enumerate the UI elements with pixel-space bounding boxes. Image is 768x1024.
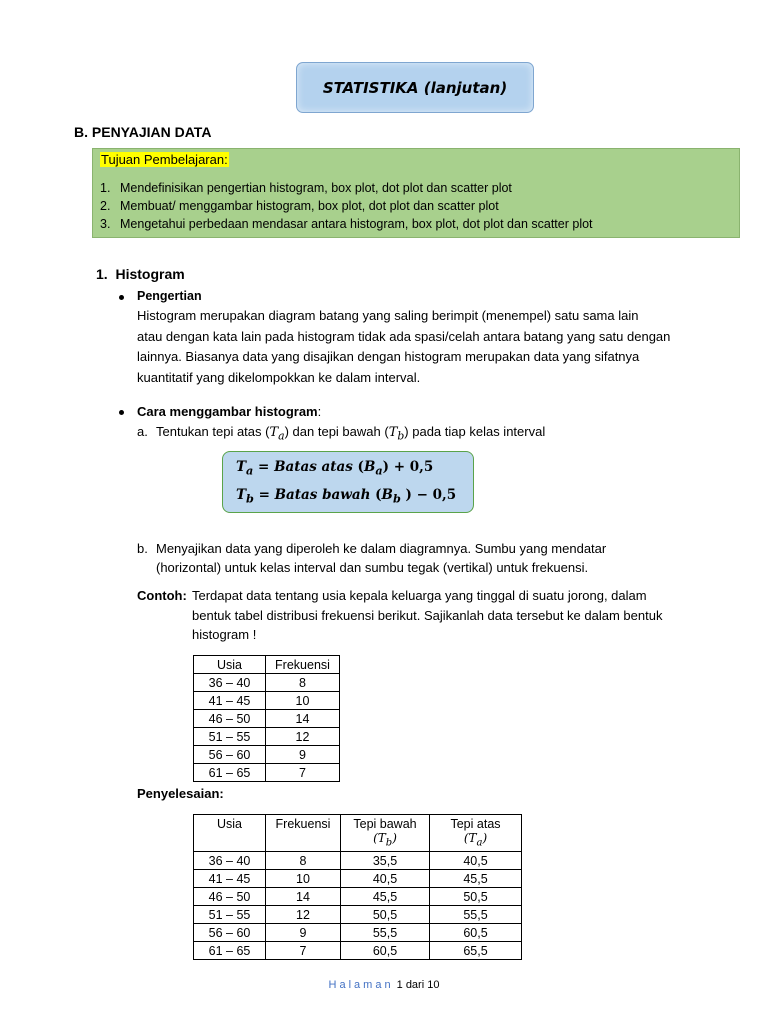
table-cell: 41 – 45 — [194, 870, 266, 888]
table-row — [194, 692, 340, 710]
objective-item: Membuat/ menggambar histogram, box plot, dot plot dan scatter plot — [120, 199, 499, 213]
table-cell: 41 – 45 — [194, 692, 266, 710]
table-header-row — [194, 656, 340, 674]
table-row — [194, 852, 522, 870]
step-b-letter: b. — [137, 541, 148, 556]
table-row — [194, 888, 522, 906]
penyelesaian-label: Penyelesaian: — [137, 786, 224, 801]
table-cell: 9 — [266, 924, 341, 942]
table-header-cell: Tepi atas $(T_a)$ — [430, 815, 522, 852]
table-cell: 40,5 — [341, 870, 430, 888]
bullet-icon — [119, 295, 124, 300]
table-cell: 65,5 — [430, 942, 522, 960]
objective-item: Mengetahui perbedaan mendasar antara histogram, box plot, dot plot dan scatter plot — [120, 217, 593, 231]
table-row — [194, 764, 340, 782]
table-cell: 61 – 65 — [194, 764, 266, 782]
table-cell: 14 — [266, 710, 340, 728]
table-cell: 56 – 60 — [194, 924, 266, 942]
table-row — [194, 728, 340, 746]
step-b-text: Menyajikan data yang diperoleh ke dalam diagramnya. Sumbu yang mendatar (horizontal) untuk kelas interval dan sumbu tegak (vertikal) untuk frekuensi. — [156, 541, 607, 575]
table-cell: 35,5 — [341, 852, 430, 870]
table-cell: 50,5 — [341, 906, 430, 924]
table-header-cell: Tepi bawah $(T_b)$ — [341, 815, 430, 852]
table-row — [194, 906, 522, 924]
table-cell: 51 – 55 — [194, 728, 266, 746]
table-cell: 9 — [266, 746, 340, 764]
step-a-text: Tentukan tepi atas $(T_a)$ dan tepi bawah $(T_b)$ pada tiap kelas interval — [156, 424, 546, 443]
table-cell: 60,5 — [430, 924, 522, 942]
table-cell: 8 — [266, 674, 340, 692]
histogram-heading: 1. Histogram — [96, 266, 185, 282]
table-cell: 46 – 50 — [194, 888, 266, 906]
learning-objectives-heading: Tujuan Pembelajaran: — [101, 152, 228, 167]
table-cell: 45,5 — [341, 888, 430, 906]
table-cell: 12 — [266, 728, 340, 746]
page-footer — [0, 979, 768, 991]
step-a-letter: a. — [137, 424, 148, 439]
table-cell: 55,5 — [430, 906, 522, 924]
table-cell: 60,5 — [341, 942, 430, 960]
table-row — [194, 924, 522, 942]
contoh-text: Terdapat data tentang usia kepala keluarga yang tinggal di suatu jorong, dalam bentuk tabel distribusi frekuensi berikut. Sajikanlah data tersebut ke dalam bentuk histogram ! — [192, 588, 663, 642]
table-cell: 45,5 — [430, 870, 522, 888]
table-cell: 55,5 — [341, 924, 430, 942]
table-cell: 50,5 — [430, 888, 522, 906]
frequency-table — [193, 655, 340, 782]
table-header-cell: Usia — [194, 815, 266, 852]
objective-number: 2. — [100, 199, 111, 213]
footer-halaman: Halaman — [328, 979, 394, 991]
table-cell: 56 – 60 — [194, 746, 266, 764]
table-row — [194, 870, 522, 888]
formula-tepi-atas: $T_a$ = Batas atas $(B_a) + 0,5$ — [236, 459, 434, 478]
cara-label: Cara menggambar histogram: — [137, 404, 322, 419]
solution-table — [193, 814, 522, 960]
table-cell: 10 — [266, 870, 341, 888]
table-cell: 51 – 55 — [194, 906, 266, 924]
section-heading: B. PENYAJIAN DATA — [74, 124, 212, 140]
table-cell: 36 – 40 — [194, 852, 266, 870]
table-cell: 8 — [266, 852, 341, 870]
bullet-icon — [119, 410, 124, 415]
footer-page-number: 1 dari 10 — [396, 979, 440, 991]
table-header-cell: Frekuensi — [266, 815, 341, 852]
pengertian-paragraph: Histogram merupakan diagram batang yang saling berimpit (menempel) satu sama lain atau dengan kata lain pada histogram tidak ada spasi/celah antara batang yang satu dengan lainnya. Biasanya data yang disajikan dengan histogram merupakan data yang sifatnya kuantitatif yang dikelompokkan ke dalam interval. — [137, 308, 671, 385]
table-row — [194, 710, 340, 728]
objective-item: Mendefinisikan pengertian histogram, box plot, dot plot dan scatter plot — [120, 181, 512, 195]
table-header-cell: Usia — [194, 656, 266, 674]
table-cell: 7 — [266, 764, 340, 782]
table-row — [194, 942, 522, 960]
table-row — [194, 746, 340, 764]
table-cell: 10 — [266, 692, 340, 710]
formula-tepi-bawah: $T_b$ = Batas bawah ($B_b$ ) − 0,5 — [236, 487, 457, 506]
document-title: STATISTIKA (lanjutan) — [296, 62, 534, 113]
table-cell: 46 – 50 — [194, 710, 266, 728]
objective-number: 3. — [100, 217, 111, 231]
table-header-row — [194, 815, 522, 852]
table-cell: 14 — [266, 888, 341, 906]
table-cell: 7 — [266, 942, 341, 960]
table-cell: 61 – 65 — [194, 942, 266, 960]
table-cell: 12 — [266, 906, 341, 924]
table-cell: 40,5 — [430, 852, 522, 870]
pengertian-label: Pengertian — [137, 289, 202, 303]
table-cell: 36 – 40 — [194, 674, 266, 692]
table-row — [194, 674, 340, 692]
objective-number: 1. — [100, 181, 111, 195]
contoh-label: Contoh: — [137, 588, 187, 603]
table-header-cell: Frekuensi — [266, 656, 340, 674]
